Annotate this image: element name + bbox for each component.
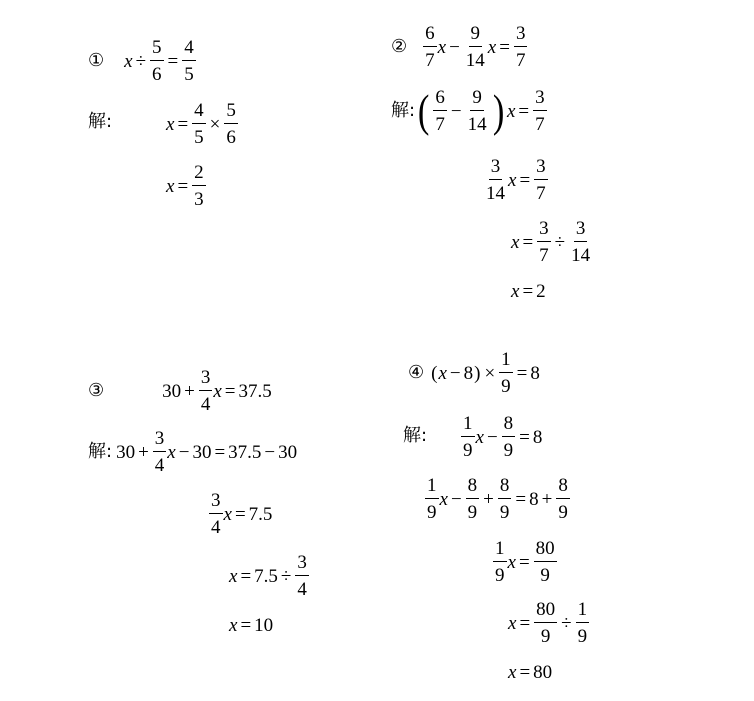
problem1-step2 — [166, 163, 207, 209]
fraction: $\frac{8}{9}$ — [467, 475, 478, 523]
variable-x: x — [475, 426, 484, 448]
variable-x: x — [229, 615, 238, 636]
problem4-step5 — [508, 663, 552, 682]
variable-x: x — [439, 488, 448, 510]
problem1-solution-label: 解: — [88, 111, 113, 132]
plus-sign: + — [184, 380, 195, 402]
fraction: $\frac{8}{9}$ — [503, 413, 514, 461]
variable-x: x — [508, 612, 517, 634]
value: 80 — [533, 662, 553, 683]
value: 30 — [162, 380, 182, 402]
value: 2 — [536, 281, 546, 302]
equals-sign: = — [518, 551, 530, 573]
problem2-step4 — [511, 282, 546, 301]
equals-sign: = — [519, 612, 531, 634]
fraction: $\frac{3}{7}$ — [515, 23, 526, 71]
fraction: $\frac{1}{9}$ — [495, 538, 505, 586]
equals-sign: = — [519, 169, 531, 191]
equals-sign: = — [519, 426, 530, 448]
value: 10 — [254, 615, 274, 636]
equals-sign: = — [499, 36, 510, 58]
equals-sign: = — [518, 100, 530, 122]
problem4-solution-label: 解: — [403, 425, 428, 446]
problem2-number: ② — [391, 36, 408, 57]
fraction: $\frac{1}{9}$ — [427, 475, 437, 523]
problem1-number: ① — [88, 50, 105, 71]
minus-sign: − — [450, 488, 462, 510]
value: 37.5 — [238, 380, 272, 402]
fraction: $\frac{3}{7}$ — [536, 156, 546, 204]
times-sign: × — [484, 362, 496, 384]
variable-x: x — [511, 281, 520, 302]
problem4-step4 — [508, 600, 590, 646]
problem3-step1 — [88, 429, 297, 475]
problem2-solution-label: 解: — [391, 100, 416, 121]
right-paren: ) — [474, 362, 481, 384]
problem1-equation — [88, 38, 197, 84]
equals-sign: = — [522, 281, 534, 302]
fraction: $\frac{5}{6}$ — [226, 100, 236, 148]
problem3-solution-label: 解: — [88, 441, 113, 462]
minus-sign: − — [449, 36, 460, 58]
fraction: $\frac{8}{9}$ — [499, 475, 510, 523]
variable-x: x — [229, 565, 238, 587]
problem4-step3 — [492, 539, 558, 585]
equals-sign: = — [177, 113, 189, 135]
problem2-equation — [391, 24, 528, 70]
value: 30 — [278, 441, 298, 463]
fraction: $\frac{3}{7}$ — [539, 218, 549, 266]
equals-sign: = — [234, 503, 246, 525]
value: 7.5 — [248, 503, 273, 525]
fraction: $\frac{3}{4}$ — [200, 367, 211, 415]
plus-sign: + — [541, 488, 553, 510]
variable-x: x — [508, 662, 517, 683]
left-paren: ( — [431, 362, 438, 384]
times-sign: × — [209, 113, 221, 135]
problem3-step3 — [229, 553, 310, 599]
variable-x: x — [511, 231, 520, 253]
fraction: $\frac{80}{9}$ — [536, 599, 556, 647]
equals-sign: = — [224, 380, 236, 402]
left-paren: ( — [417, 85, 430, 136]
variable-x: x — [506, 100, 516, 122]
fraction: $\frac{1}{9}$ — [577, 599, 588, 647]
fraction: $\frac{80}{9}$ — [535, 538, 555, 586]
fraction: $\frac{1}{9}$ — [501, 349, 511, 397]
plus-sign: + — [483, 488, 494, 510]
minus-sign: − — [450, 100, 462, 122]
fraction: $\frac{2}{3}$ — [194, 162, 204, 210]
variable-x: x — [167, 441, 176, 463]
equals-sign: = — [522, 231, 534, 253]
problem3-step4 — [229, 616, 273, 635]
fraction: $\frac{3}{7}$ — [535, 87, 545, 135]
equals-sign: = — [516, 362, 528, 384]
variable-x: x — [223, 503, 232, 525]
equals-sign: = — [515, 488, 527, 510]
equals-sign: = — [519, 662, 531, 683]
variable-x: x — [213, 380, 222, 402]
equals-sign: = — [167, 50, 179, 72]
problem4-equation — [408, 350, 540, 396]
divide-sign: ÷ — [135, 50, 147, 72]
value: 8 — [529, 488, 539, 510]
variable-x: x — [487, 36, 497, 58]
minus-sign: − — [486, 426, 498, 448]
equals-sign: = — [240, 615, 252, 636]
fraction: $\frac{8}{9}$ — [558, 475, 568, 523]
problem4-step1 — [460, 414, 542, 460]
value: 7.5 — [254, 565, 278, 587]
fraction: $\frac{4}{5}$ — [184, 37, 194, 85]
problem2-step3 — [511, 219, 593, 265]
problem3-number: ③ — [88, 380, 105, 401]
fraction: $\frac{6}{7}$ — [435, 87, 445, 135]
fraction: $\frac{4}{5}$ — [194, 100, 204, 148]
problem2-step1 — [391, 85, 548, 136]
divide-sign: ÷ — [280, 565, 292, 587]
fraction: $\frac{3}{14}$ — [486, 156, 505, 204]
minus-sign: − — [178, 441, 190, 463]
problem2-step2 — [483, 157, 549, 203]
equals-sign: = — [214, 441, 226, 463]
value: 8 — [463, 362, 474, 384]
fraction: $\frac{3}{4}$ — [297, 552, 307, 600]
value: 30 — [192, 441, 212, 463]
variable-x: x — [438, 362, 447, 384]
variable-x: x — [166, 175, 175, 197]
variable-x: x — [166, 113, 175, 135]
divide-sign: ÷ — [554, 231, 566, 253]
fraction: $\frac{3}{14}$ — [571, 218, 591, 266]
variable-x: x — [507, 551, 516, 573]
fraction: $\frac{1}{9}$ — [463, 413, 473, 461]
minus-sign: − — [264, 441, 276, 463]
fraction: $\frac{5}{6}$ — [152, 37, 162, 85]
right-paren: ) — [492, 85, 505, 136]
plus-sign: + — [138, 441, 149, 463]
minus-sign: − — [449, 362, 461, 384]
variable-x: x — [437, 36, 447, 58]
fraction: $\frac{3}{4}$ — [211, 490, 221, 538]
equals-sign: = — [177, 175, 189, 197]
fraction: $\frac{3}{4}$ — [154, 428, 165, 476]
divide-sign: ÷ — [561, 612, 572, 634]
problem4-step2 — [424, 476, 571, 522]
equals-sign: = — [240, 565, 252, 587]
variable-x: x — [508, 169, 517, 191]
value: 8 — [530, 362, 540, 384]
problem3-equation — [88, 368, 272, 414]
problem4-number: ④ — [408, 362, 425, 383]
value: 37.5 — [228, 441, 262, 463]
problem1-step1 — [166, 101, 239, 147]
fraction: $\frac{6}{7}$ — [425, 23, 435, 71]
fraction: $\frac{9}{14}$ — [465, 23, 485, 71]
value: 30 — [116, 441, 136, 463]
variable-x: x — [124, 50, 133, 72]
value: 8 — [532, 426, 543, 448]
problem3-step2 — [208, 491, 272, 537]
fraction: $\frac{9}{14}$ — [467, 87, 487, 135]
